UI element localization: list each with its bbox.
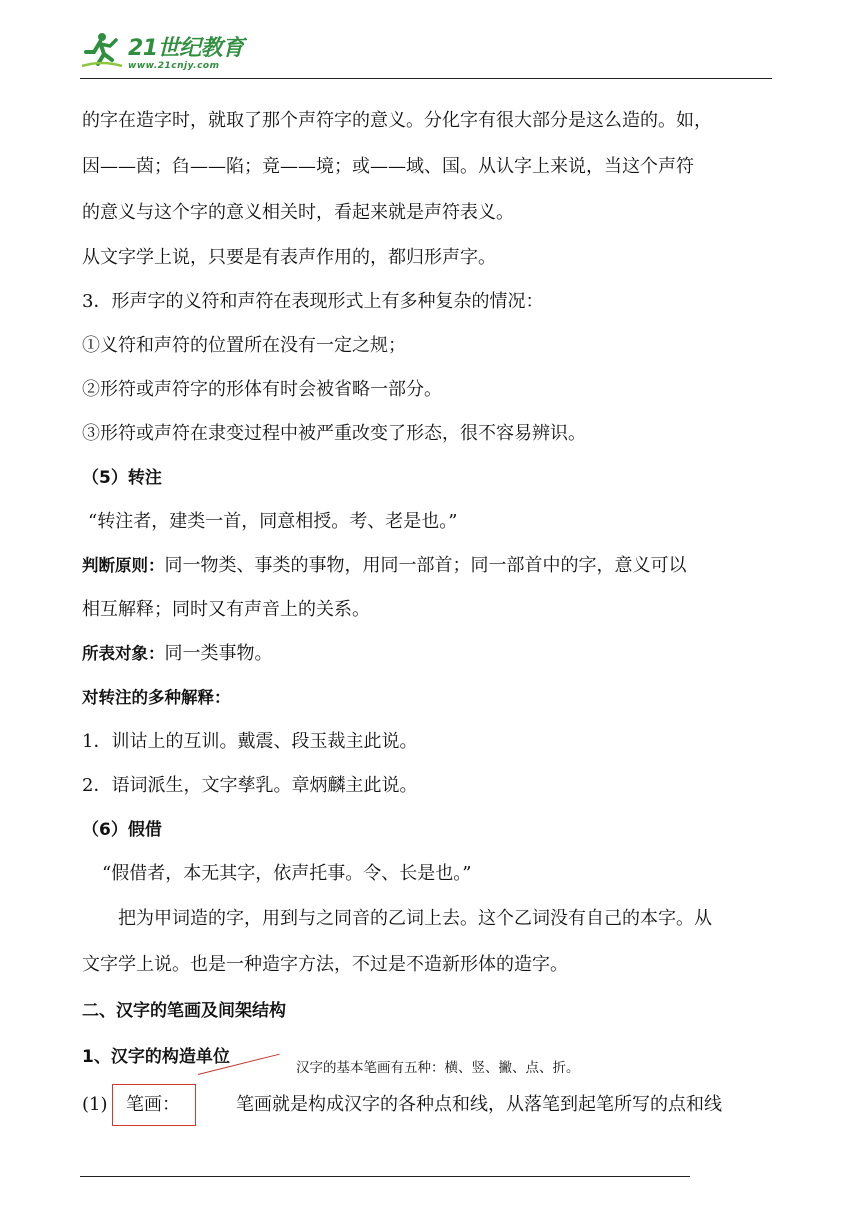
quotation: “转注者，建类一首，同意相授。考、老是也。” bbox=[88, 511, 458, 532]
section-heading-zhuanzhu: （5）转注 bbox=[82, 468, 162, 488]
paragraph-text: 同一类事物。 bbox=[164, 643, 273, 664]
paragraph-line: 3．形声字的义符和声符在表现形式上有多种复杂的情况： bbox=[82, 291, 544, 312]
sub-heading: 1、汉字的构造单位 bbox=[82, 1047, 230, 1067]
list-item: ③形符或声符在隶变过程中被严重改变了形态，很不容易辨识。 bbox=[82, 423, 586, 444]
page-header bbox=[80, 30, 772, 79]
paragraph-text: 同一物类、事类的事物，用同一部首；同一部首中的字，意义可以 bbox=[164, 555, 687, 576]
logo bbox=[80, 30, 244, 71]
footer-divider bbox=[80, 1176, 690, 1177]
paragraph-line: 的字在造字时，就取了那个声符字的意义。分化字有很大部分是这么造的。如， bbox=[82, 110, 712, 131]
item-number: (1) bbox=[82, 1094, 108, 1115]
logo-url: www.21cnjy.com bbox=[128, 61, 220, 71]
list-item: ②形符或声符字的形体有时会被省略一部分。 bbox=[82, 379, 442, 400]
runner-logo-icon bbox=[80, 30, 124, 70]
paragraph-line: 因——茵；臽——陷；竟——境；或——域、国。从认字上来说，当这个声符 bbox=[82, 156, 694, 177]
quotation: “假借者，本无其字，依声托事。令、长是也。” bbox=[102, 863, 472, 884]
subheading: 对转注的多种解释： bbox=[82, 688, 231, 707]
paragraph-line bbox=[82, 544, 782, 588]
paragraph-line: 文字学上说。也是一种造字方法，不过是不造新形体的造字。 bbox=[82, 954, 568, 975]
definition-text: 笔画就是构成汉字的各种点和线，从落笔到起笔所写的点和线 bbox=[236, 1094, 722, 1115]
chapter-heading: 二、汉字的笔画及间架结构 bbox=[82, 1001, 286, 1021]
list-item: 1．训诂上的互训。戴震、段玉裁主此说。 bbox=[82, 731, 418, 752]
document-body bbox=[82, 98, 782, 1080]
paragraph-line: 相互解释；同时又有声音上的关系。 bbox=[82, 599, 370, 620]
paragraph-line: 的意义与这个字的意义相关时，看起来就是声符表义。 bbox=[82, 202, 514, 223]
bihua-definition bbox=[82, 1090, 722, 1116]
list-item: 2．语词派生，文字孳乳。章炳麟主此说。 bbox=[82, 775, 418, 796]
section-heading-jiajie: （6）假借 bbox=[82, 820, 162, 840]
logo-title: 21世纪教育 bbox=[128, 36, 244, 61]
bold-term: 所表对象： bbox=[82, 644, 165, 663]
bold-term: 判断原则： bbox=[82, 556, 165, 575]
paragraph-line: 从文字学上说，只要是有表声作用的，都归形声字。 bbox=[82, 247, 496, 268]
term-label: 笔画： bbox=[126, 1094, 180, 1115]
paragraph-line: 把为甲词造的字，用到与之同音的乙词上去。这个乙词没有自己的本字。从 bbox=[118, 908, 712, 929]
paragraph-line bbox=[82, 632, 782, 676]
list-item: ①义符和声符的位置所在没有一定之规； bbox=[82, 335, 406, 356]
callout-note: 汉字的基本笔画有五种：横、竖、撇、点、折。 bbox=[296, 1060, 580, 1076]
